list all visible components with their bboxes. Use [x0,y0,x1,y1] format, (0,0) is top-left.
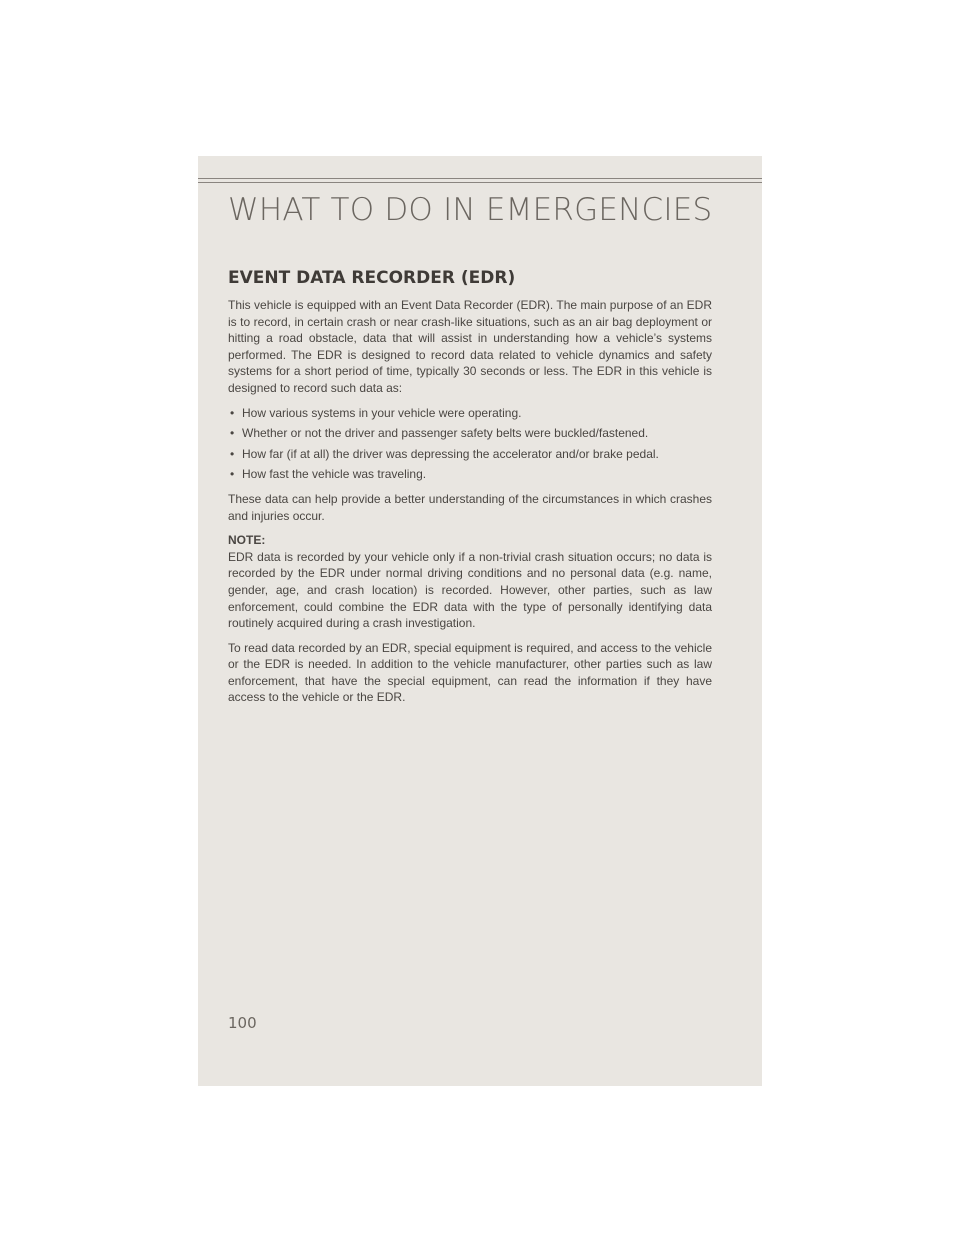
list-item-text: How various systems in your vehicle were operating. [242,405,522,420]
list-item [228,466,712,483]
header-rule-top [198,178,762,179]
circumstances-paragraph: These data can help provide a better understanding of the circumstances in which crashes and injuries occur. [228,491,712,523]
list-item-text: How far (if at all) the driver was depressing the accelerator and/or brake pedal. [242,446,659,461]
content-body [228,268,712,714]
section-title: WHAT TO DO IN EMERGENCIES [228,192,713,228]
note-text: EDR data is recorded by your vehicle only if a non-trivial crash situation occurs; no data is recorded by the EDR under normal driving conditions and no personal data (e.g. name, gender, age, and crash location) is recorded. However, other parties, such as law enforcement, could combine the EDR data with the type of personally identifying data routinely acquired during a crash investigation. [228,549,712,631]
bullet-icon: • [230,446,235,461]
note-block [228,532,712,632]
list-item [228,405,712,422]
access-paragraph: To read data recorded by an EDR, special equipment is required, and access to the vehicle or the EDR is needed. In addition to the vehicle manufacturer, other parties such as law enforcement, that have the special equipment, can read the information if they have access to the vehicle or the EDR. [228,640,712,705]
manual-page [198,156,762,1086]
list-item-text: Whether or not the driver and passenger safety belts were buckled/fastened. [242,426,649,441]
bullet-list [228,405,712,483]
page-number: 100 [228,1014,257,1032]
intro-paragraph: This vehicle is equipped with an Event Data Recorder (EDR). The main purpose of an EDR is to record, in certain crash or near crash-like situations, such as an air bag deployment or hitting a road obstacle, data that will assist in understanding how a vehicle’s systems performed. The EDR is designed to record data related to vehicle dynamics and safety systems for a short period of time, typically 30 seconds or less. The EDR in this vehicle is designed to record such data as: [228,298,712,395]
bullet-icon: • [230,405,235,420]
note-label: NOTE: [228,533,266,548]
list-item [228,446,712,463]
list-item-text: How fast the vehicle was traveling. [242,467,427,482]
list-item [228,425,712,442]
bullet-icon: • [230,426,235,441]
header-rule-bottom [198,182,762,183]
article-heading: EVENT DATA RECORDER (EDR) [228,268,516,288]
bullet-icon: • [230,467,235,482]
